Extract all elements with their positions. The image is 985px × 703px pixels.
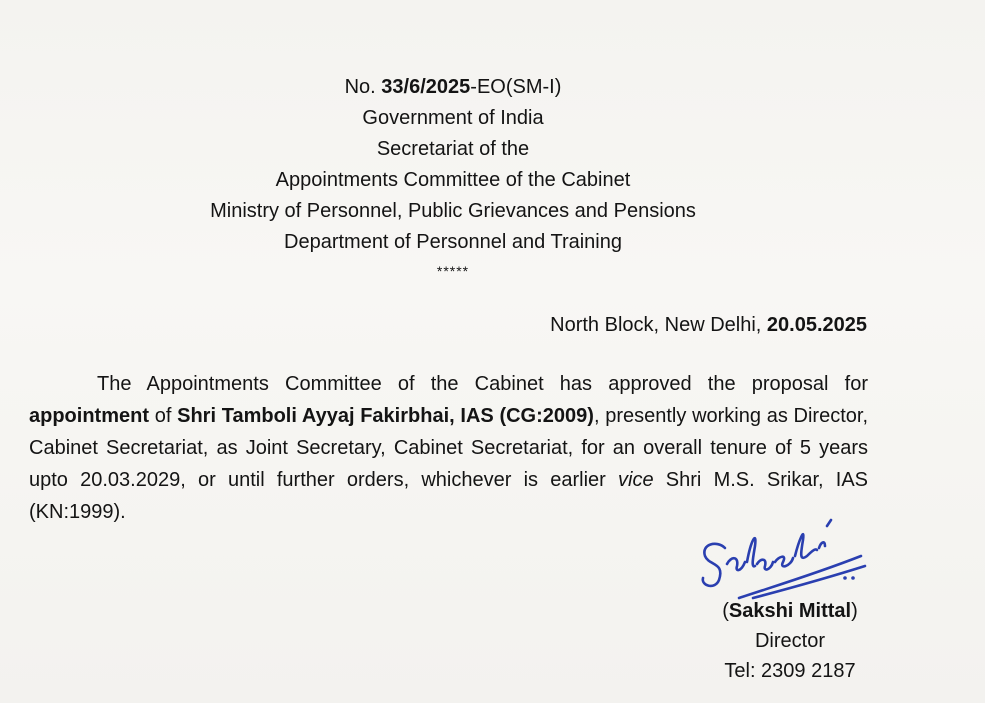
header-government: Government of India [362, 107, 544, 129]
header-department: Department of Personnel and Training [284, 231, 622, 253]
letter-header [0, 72, 906, 278]
svg-text:Sakshi: Sakshi [695, 500, 699, 501]
signatory-designation: Director [754, 630, 825, 652]
file-number: No. 33/6/2025-EO(SM-I) [344, 76, 562, 98]
officer-name: Shri Tamboli Ayyaj Fakirbhai, IAS (CG:2009) [177, 405, 594, 427]
body-paragraph: The Appointments Committee of the Cabinet has approved the proposal for appointment of Shri Tamboli Ayyaj Fakirbhai, IAS (CG:2009), presently working as Director, Cabinet Secretariat, as Joint Secretary, Cabinet Secretariat, for an overall tenure of 5 years upto 20.03.2029, or until further orders, whichever is earlier vice Shri M.S. Srikar, IAS (KN:1999). [29, 373, 869, 523]
signatory-telephone: Tel: 2309 2187 [724, 660, 856, 682]
place-and-date: North Block, New Delhi, 20.05.2025 [550, 314, 867, 336]
header-secretariat: Secretariat of the [376, 138, 530, 160]
header-ministry: Ministry of Personnel, Public Grievances and Pensions [210, 200, 696, 222]
header-separator-stars: ***** [436, 263, 470, 279]
signatory-name: (Sakshi Mittal) [722, 600, 858, 622]
header-committee: Appointments Committee of the Cabinet [275, 169, 631, 191]
handwritten-signature [695, 500, 875, 600]
signatory-block [700, 596, 880, 686]
letter-date: 20.05.2025 [766, 314, 867, 336]
